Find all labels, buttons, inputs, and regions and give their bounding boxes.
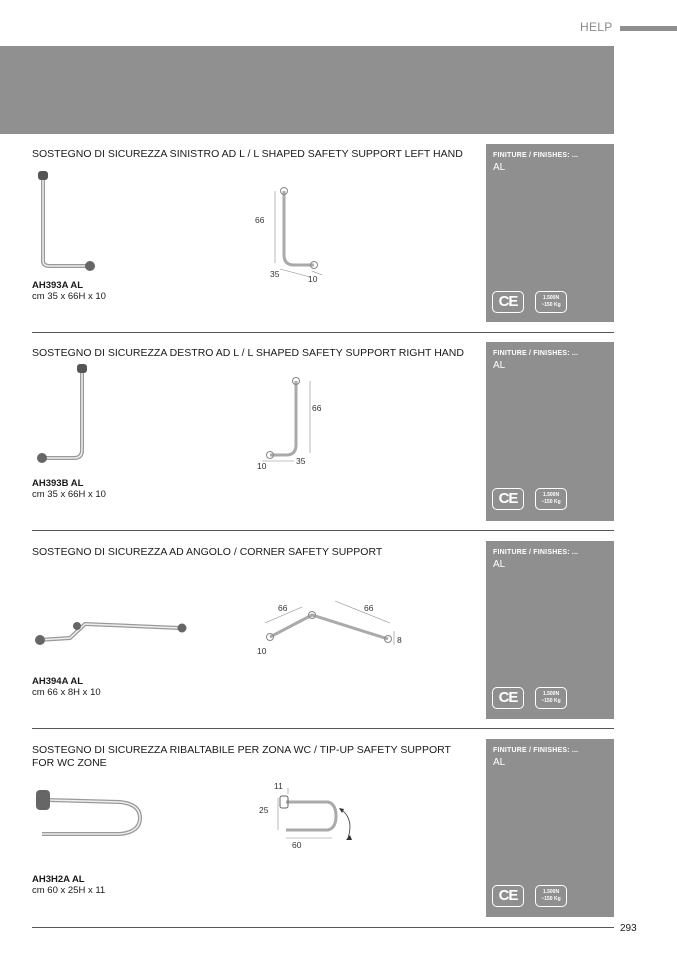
load-rating-badge [535,488,567,510]
product-dimensions: cm 60 x 25H x 11 [32,885,106,896]
finishes-label: FINITURE / FINISHES: ... [493,152,579,159]
load-line-1: 1.500N [542,691,560,697]
section-label: HELP [580,20,613,34]
dimension-diagram [250,183,330,288]
section-divider [32,728,614,729]
load-rating-badge [535,291,567,313]
section-divider [32,332,614,333]
dimension-diagram [250,782,370,857]
product-photo-l-left [30,168,100,273]
footer-divider [32,927,614,928]
product-code: AH3H2A AL [32,874,85,885]
finish-value: AL [493,360,506,371]
dimension-diagram [250,601,410,661]
finishes-panel [486,541,614,719]
header-bar [620,26,677,31]
ce-mark-icon: CE [492,488,524,510]
dim-label-depth: 10 [257,646,267,656]
dim-label-depth: 10 [257,461,267,471]
dim-label-depth: 10 [308,274,318,284]
product-title: SOSTEGNO DI SICUREZZA SINISTRO AD L / L SHAPED SAFETY SUPPORT LEFT HAND [32,148,463,160]
dim-label-height: 66 [255,215,265,225]
dim-label-height: 25 [259,805,269,815]
load-line-1: 1.500N [542,889,560,895]
finish-value: AL [493,559,506,570]
load-line-1: 1.500N [542,492,560,498]
load-line-2: ~150 Kg [541,302,561,308]
product-title: SOSTEGNO DI SICUREZZA AD ANGOLO / CORNER SAFETY SUPPORT [32,546,383,558]
product-photo-l-right [30,362,100,467]
banner-placeholder [0,46,614,134]
load-line-2: ~150 Kg [541,896,561,902]
finishes-label: FINITURE / FINISHES: ... [493,747,579,754]
dim-label-width: 35 [270,269,280,279]
product-dimensions: cm 35 x 66H x 10 [32,291,106,302]
product-photo-corner [30,606,195,656]
section-divider [32,530,614,531]
dim-label-height: 66 [312,403,322,413]
load-line-1: 1.500N [542,295,560,301]
ce-mark-icon: CE [492,291,524,313]
finishes-panel [486,342,614,521]
finishes-label: FINITURE / FINISHES: ... [493,350,579,357]
product-code: AH394A AL [32,676,84,687]
finishes-panel [486,739,614,917]
load-rating-badge [535,687,567,709]
page-number: 293 [620,923,637,934]
product-dimensions: cm 66 x 8H x 10 [32,687,101,698]
finish-value: AL [493,162,506,173]
dim-label-depth: 11 [274,781,283,791]
dim-label-length-left: 66 [278,603,288,613]
dimension-diagram [250,375,330,480]
load-line-2: ~150 Kg [541,698,561,704]
product-code: AH393A AL [32,280,84,291]
dim-label-length: 60 [292,840,302,850]
product-title: SOSTEGNO DI SICUREZZA DESTRO AD L / L SHAPED SAFETY SUPPORT RIGHT HAND [32,347,464,359]
dim-label-length-right: 66 [364,603,374,613]
product-dimensions: cm 35 x 66H x 10 [32,489,106,500]
finishes-panel [486,144,614,322]
ce-mark-icon: CE [492,687,524,709]
load-line-2: ~150 Kg [541,499,561,505]
load-rating-badge [535,885,567,907]
product-photo-tip-up [30,786,150,846]
dim-label-height: 8 [397,635,402,645]
product-title: SOSTEGNO DI SICUREZZA RIBALTABILE PER ZONA WC / TIP-UP SAFETY SUPPORT FOR WC ZONE [32,744,451,769]
dim-label-width: 35 [296,456,306,466]
product-code: AH393B AL [32,478,84,489]
ce-mark-icon: CE [492,885,524,907]
finishes-label: FINITURE / FINISHES: ... [493,549,579,556]
finish-value: AL [493,757,506,768]
